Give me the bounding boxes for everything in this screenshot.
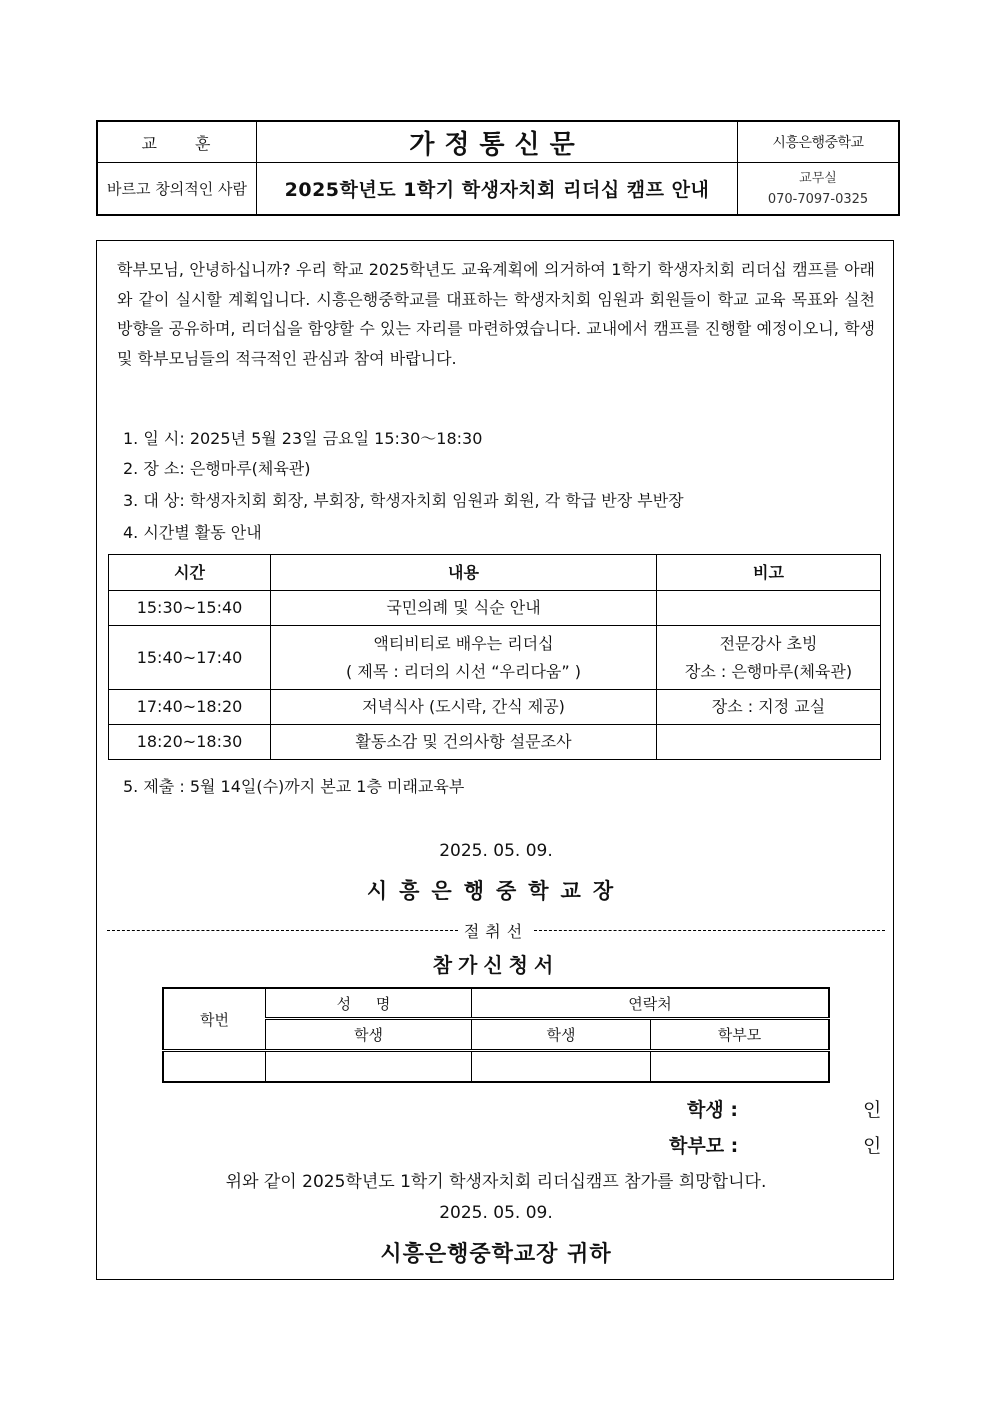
intro-paragraph: 학부모님, 안녕하십니까? 우리 학교 2025학년도 교육계획에 의거하여 1학기 학생자치회 리더십 캠프를 아래와 같이 실시할 계획입니다. 시흥은행중학교를 대표하는 학생자치회 임원과 회원들이 학교 교육 목표와 실천 방향을 공유하며, 리더십을 함양할 수 있는 자리를 마련하였습니다. 교내에서 캠프를 진행할 예정이오니, 학생 및 학부모님들의 적극적인 관심과 참여 바랍니다. <box>117 260 875 368</box>
schedule-table <box>108 554 881 760</box>
subject-title: 2025학년도 1학기 학생자치회 리더십 캠프 안내 <box>257 163 738 216</box>
application-table <box>162 987 830 1083</box>
contact-parent-header: 학부모 <box>651 1019 830 1051</box>
cut-dash-left <box>107 930 458 931</box>
office-name: 교무실 <box>799 170 837 186</box>
student-id-cell[interactable] <box>163 1051 266 1083</box>
school-name: 시흥은행중학교 <box>738 121 900 163</box>
name-cell[interactable] <box>266 1051 472 1083</box>
notice-date: 2025. 05. 09. <box>439 841 553 861</box>
schedule-note-line1: 전문강사 초빙 <box>719 633 818 653</box>
motto-label-2: 훈 <box>195 133 213 153</box>
contact-student-header: 학생 <box>472 1019 651 1051</box>
schedule-content: 저녁식사 (도시락, 간식 제공) <box>271 690 657 725</box>
schedule-content: 국민의례 및 식순 안내 <box>271 591 657 626</box>
office-contact <box>738 163 900 216</box>
contact-parent-cell[interactable] <box>651 1051 830 1083</box>
schedule-header-note: 비고 <box>657 555 881 591</box>
motto-label <box>97 121 257 163</box>
parent-signature-label: 학부모 : <box>669 1135 739 1157</box>
schedule-note <box>657 725 881 760</box>
student-signature-label: 학생 : <box>687 1099 738 1121</box>
content-box <box>96 240 894 1280</box>
schedule-note: 장소 : 지정 교실 <box>657 690 881 725</box>
application-statement: 위와 같이 2025학년도 1학기 학생자치회 리더십캠프 참가를 희망합니다. <box>225 1172 767 1192</box>
table-row <box>109 690 881 725</box>
item-schedule-title: 4. 시간별 활동 안내 <box>123 523 262 542</box>
table-row <box>109 626 881 690</box>
student-seal: 인 <box>863 1099 882 1121</box>
cut-label: 절취선 <box>463 922 529 941</box>
student-id-header: 학번 <box>163 988 266 1051</box>
schedule-header-time: 시간 <box>109 555 271 591</box>
item-date: 1. 일 시: 2025년 5월 23일 금요일 15:30～18:30 <box>123 429 483 448</box>
item-submit: 5. 제출 : 5월 14일(수)까지 본교 1층 미래교육부 <box>123 777 465 796</box>
schedule-content <box>271 626 657 690</box>
cut-line <box>107 919 885 942</box>
schedule-note <box>657 626 881 690</box>
addressee: 시흥은행중학교장 귀하 <box>380 1242 612 1267</box>
office-phone: 070-7097-0325 <box>767 191 869 207</box>
header-table <box>96 120 900 216</box>
principal-name: 시흥은행중학교장 <box>366 879 626 903</box>
contact-student-cell[interactable] <box>472 1051 651 1083</box>
schedule-time: 15:30~15:40 <box>109 591 271 626</box>
schedule-note <box>657 591 881 626</box>
motto-label-1: 교 <box>141 133 159 153</box>
schedule-content: 활동소감 및 건의사항 설문조사 <box>271 725 657 760</box>
name-header: 성 명 <box>266 988 472 1019</box>
table-row <box>109 591 881 626</box>
schedule-note-line2: 장소 : 은행마루(체육관) <box>684 661 853 681</box>
item-place: 2. 장 소: 은행마루(체육관) <box>123 459 311 478</box>
schedule-time: 18:20~18:30 <box>109 725 271 760</box>
table-row <box>163 1051 829 1083</box>
schedule-header-content: 내용 <box>271 555 657 591</box>
cut-dash-right <box>534 930 885 931</box>
schedule-content-line2: ( 제목 : 리더의 시선 “우리다움” ) <box>346 661 581 681</box>
table-row <box>109 725 881 760</box>
item-target: 3. 대 상: 학생자치회 회장, 부회장, 학생자치회 임원과 회원, 각 학급 반장 부반장 <box>123 491 684 510</box>
name-student-header: 학생 <box>266 1019 472 1051</box>
contact-header: 연락처 <box>472 988 830 1019</box>
application-title: 참가신청서 <box>432 953 560 977</box>
parent-seal: 인 <box>863 1135 882 1157</box>
motto-text: 바르고 창의적인 사람 <box>97 163 257 216</box>
schedule-time: 15:40~17:40 <box>109 626 271 690</box>
schedule-time: 17:40~18:20 <box>109 690 271 725</box>
schedule-content-line1: 액티비티로 배우는 리더십 <box>373 633 554 653</box>
page-title: 가정통신문 <box>257 121 738 163</box>
application-date: 2025. 05. 09. <box>439 1203 553 1223</box>
